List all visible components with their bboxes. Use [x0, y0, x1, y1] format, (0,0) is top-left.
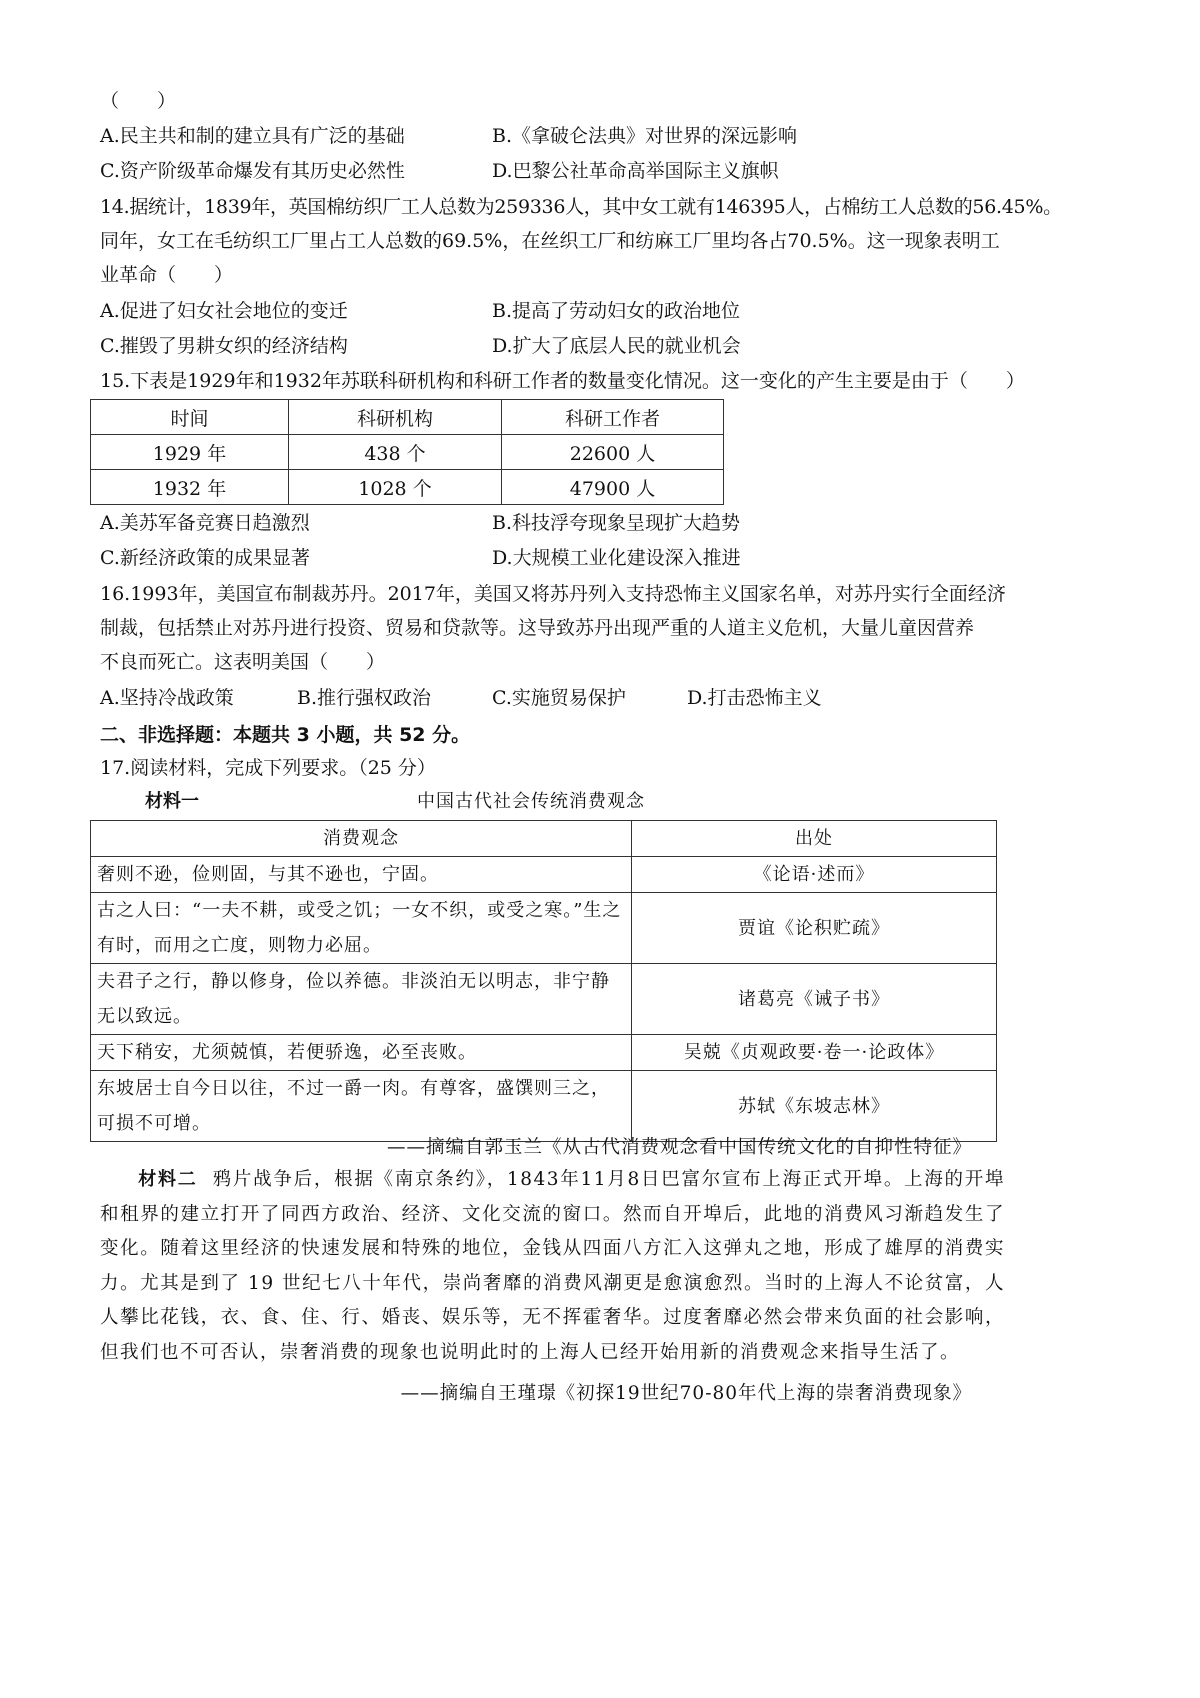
q15-stem: 15.下表是1929年和1932年苏联科研机构和科研工作者的数量变化情况。这一变化的产生主要是由于（ ） [100, 370, 1025, 392]
material-one-label: 材料一 [145, 791, 199, 812]
table-cell: 1929 年 [91, 435, 289, 470]
table-cell: 奢则不逊，俭则固，与其不逊也，宁固。 [91, 857, 632, 893]
q16-stem-line: 16.1993年，美国宣布制裁苏丹。2017年，美国又将苏丹列入支持恐怖主义国家名单，对苏丹实行全面经济 [100, 583, 1006, 605]
q16-option-a: A.坚持冷战政策 [100, 687, 234, 709]
consumption-concepts-table [90, 820, 997, 1142]
q14-option-c: C.摧毁了男耕女织的经济结构 [100, 335, 348, 357]
table-row [91, 1071, 997, 1142]
table-cell: 天下稍安，尤须兢慎，若便骄逸，必至丧败。 [91, 1035, 632, 1071]
q17-stem: 17.阅读材料，完成下列要求。（25 分） [100, 757, 436, 779]
table-cell: 1028 个 [289, 470, 502, 505]
q14-option-b: B.提高了劳动妇女的政治地位 [492, 300, 741, 322]
q16-option-c: C.实施贸易保护 [492, 687, 626, 709]
material-one-title: 中国古代社会传统消费观念 [417, 791, 645, 812]
q16-stem-line: 不良而死亡。这表明美国（ ） [100, 651, 386, 673]
material-one-source: ——摘编自郭玉兰《从古代消费观念看中国传统文化的自抑性特征》 [386, 1137, 972, 1158]
table-cell: 47900 人 [502, 470, 724, 505]
table-row [91, 1035, 997, 1071]
q15-option-d: D.大规模工业化建设深入推进 [492, 547, 741, 569]
table-cell: 苏轼《东坡志林》 [632, 1071, 997, 1142]
q16-stem-line: 制裁，包括禁止对苏丹进行投资、贸易和贷款等。这导致苏丹出现严重的人道主义危机，大量儿童因营养 [100, 617, 975, 639]
table-header: 消费观念 [91, 821, 632, 857]
q14-stem-line: 业革命（ ） [100, 264, 234, 286]
q13-option-d: D.巴黎公社革命高举国际主义旗帜 [492, 160, 779, 182]
table-header-row [91, 821, 997, 857]
q13-option-b: B.《拿破仑法典》对世界的深远影响 [492, 125, 798, 147]
table-row [91, 435, 724, 470]
q16-option-b: B.推行强权政治 [297, 687, 432, 709]
table-cell: 22600 人 [502, 435, 724, 470]
q14-stem-line: 14.据统计，1839年，英国棉纺织厂工人总数为259336人，其中女工就有146395人，占棉纺工人总数的56.45%。 [100, 196, 1062, 218]
q16-option-d: D.打击恐怖主义 [687, 687, 822, 709]
q13-option-c: C.资产阶级革命爆发有其历史必然性 [100, 160, 405, 182]
q15-option-a: A.美苏军备竞赛日趋激烈 [100, 512, 310, 534]
table-cell: 《论语·述而》 [632, 857, 997, 893]
table-header-row [91, 400, 724, 435]
q13-option-a: A.民主共和制的建立具有广泛的基础 [100, 125, 405, 147]
material-two-paragraph [100, 1163, 1005, 1370]
section-heading: 二、非选择题：本题共 3 小题，共 52 分。 [100, 724, 471, 746]
table-row [91, 964, 997, 1035]
soviet-research-table [90, 399, 724, 505]
table-cell: 1932 年 [91, 470, 289, 505]
q14-stem-line: 同年，女工在毛纺织工厂里占工人总数的69.5%，在丝织工厂和纺麻工厂里均各占70.5%。这一现象表明工 [100, 230, 1000, 252]
material-two-source: ——摘编自王瑾璟《初探19世纪70-80年代上海的崇奢消费现象》 [400, 1383, 972, 1404]
material-two-text: 鸦片战争后，根据《南京条约》，1843年11月8日巴富尔宣布上海正式开埠。上海的开埠和租界的建立打开了同西方政治、经济、文化交流的窗口。然而自开埠后，此地的消费风习渐趋发生了变化。随着这里经济的快速发展和特殊的地位，金钱从四面八方汇入这弹丸之地，形成了雄厚的消费实力。尤其是到了 19 世纪七八十年代，崇尚奢靡的消费风潮更是愈演愈烈。当时的上海人不论贫富，人人攀比花钱，衣、食、住、行、婚丧、娱乐等，无不挥霍奢华。过度奢靡必然会带来负面的社会影响，但我们也不可否认，崇奢消费的现象也说明此时的上海人已经开始用新的消费观念来指导生活了。 [100, 1169, 1005, 1363]
table-header: 时间 [91, 400, 289, 435]
q14-option-d: D.扩大了底层人民的就业机会 [492, 335, 741, 357]
q13-answer-blank: （ ） [100, 90, 177, 112]
table-row [91, 470, 724, 505]
table-cell: 诸葛亮《诫子书》 [632, 964, 997, 1035]
q14-option-a: A.促进了妇女社会地位的变迁 [100, 300, 348, 322]
table-header: 科研机构 [289, 400, 502, 435]
table-row [91, 857, 997, 893]
table-cell: 吴兢《贞观政要·卷一·论政体》 [632, 1035, 997, 1071]
table-cell: 古之人曰：“一夫不耕，或受之饥；一女不织，或受之寒。”生之有时，而用之亡度，则物力必屈。 [91, 893, 632, 964]
table-row [91, 893, 997, 964]
table-cell: 贾谊《论积贮疏》 [632, 893, 997, 964]
table-cell: 438 个 [289, 435, 502, 470]
table-header: 科研工作者 [502, 400, 724, 435]
material-two-label: 材料二 [138, 1169, 198, 1190]
table-header: 出处 [632, 821, 997, 857]
table-cell: 夫君子之行，静以修身，俭以养德。非淡泊无以明志，非宁静无以致远。 [91, 964, 632, 1035]
table-cell: 东坡居士自今日以往，不过一爵一肉。有尊客，盛馔则三之，可损不可增。 [91, 1071, 632, 1142]
q15-option-c: C.新经济政策的成果显著 [100, 547, 310, 569]
q15-option-b: B.科技浮夸现象呈现扩大趋势 [492, 512, 741, 534]
